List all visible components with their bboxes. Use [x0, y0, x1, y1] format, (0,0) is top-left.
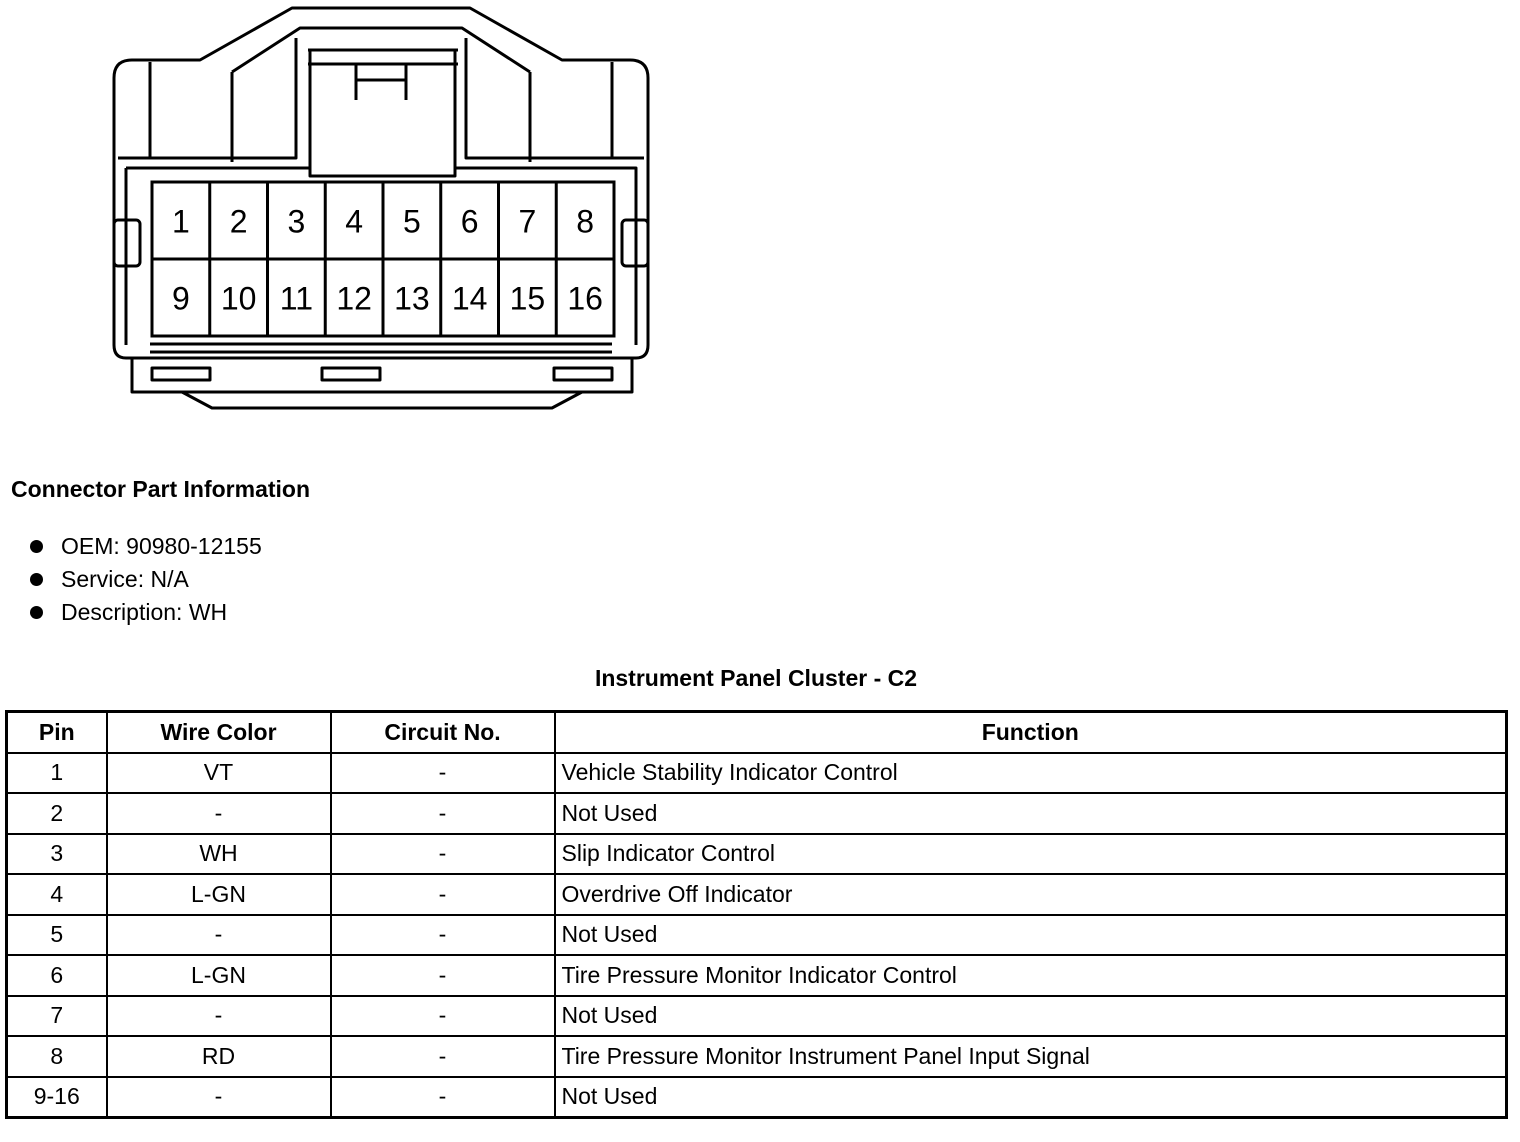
cell-function: Not Used	[555, 915, 1507, 956]
part-info-item	[30, 596, 262, 629]
cell-circuit-no: -	[331, 955, 555, 996]
cell-function: Tire Pressure Monitor Instrument Panel Input Signal	[555, 1036, 1507, 1077]
pin-number: 2	[229, 203, 248, 240]
table-row	[7, 915, 1507, 956]
table-row	[7, 793, 1507, 834]
header-circuit-no: Circuit No.	[331, 712, 555, 753]
part-info-item	[30, 530, 262, 563]
connector-face-diagram	[0, 0, 700, 430]
cell-circuit-no: -	[331, 834, 555, 875]
cell-wire-color: -	[107, 1077, 331, 1118]
pin-number: 12	[336, 280, 372, 317]
cell-wire-color: -	[107, 915, 331, 956]
cell-pin: 8	[7, 1036, 107, 1077]
cell-circuit-no: -	[331, 1077, 555, 1118]
cell-pin: 1	[7, 753, 107, 794]
cell-wire-color: VT	[107, 753, 331, 794]
oem-number: OEM: 90980-12155	[61, 533, 262, 559]
cell-circuit-no: -	[331, 915, 555, 956]
pin-number: 3	[287, 203, 306, 240]
bullet-icon	[30, 573, 43, 586]
bullet-icon	[30, 540, 43, 553]
pin-number: 9	[171, 280, 190, 317]
cell-wire-color: L-GN	[107, 955, 331, 996]
part-info-list	[30, 530, 262, 629]
cell-wire-color: RD	[107, 1036, 331, 1077]
cell-circuit-no: -	[331, 996, 555, 1037]
service-number: Service: N/A	[61, 566, 189, 592]
pin-number: 4	[345, 203, 364, 240]
cell-circuit-no: -	[331, 753, 555, 794]
cell-function: Not Used	[555, 793, 1507, 834]
cell-wire-color: WH	[107, 834, 331, 875]
table-row	[7, 874, 1507, 915]
cell-function: Slip Indicator Control	[555, 834, 1507, 875]
cell-pin: 4	[7, 874, 107, 915]
description: Description: WH	[61, 599, 228, 625]
bullet-icon	[30, 606, 43, 619]
pin-number: 5	[402, 203, 421, 240]
cell-function: Tire Pressure Monitor Indicator Control	[555, 955, 1507, 996]
pin-number: 14	[451, 280, 488, 317]
pin-number: 10	[220, 280, 257, 317]
cell-pin: 7	[7, 996, 107, 1037]
table-row	[7, 996, 1507, 1037]
header-pin: Pin	[7, 712, 107, 753]
table-row	[7, 1036, 1507, 1077]
pin-number: 15	[509, 280, 546, 317]
pin-number: 11	[279, 280, 313, 317]
table-row	[7, 834, 1507, 875]
header-wire-color: Wire Color	[107, 712, 331, 753]
cell-circuit-no: -	[331, 793, 555, 834]
cell-wire-color: -	[107, 996, 331, 1037]
pin-number: 6	[460, 203, 479, 240]
pinout-table	[5, 710, 1508, 1119]
table-header-row	[7, 712, 1507, 753]
cell-function: Vehicle Stability Indicator Control	[555, 753, 1507, 794]
table-title: Instrument Panel Cluster - C2	[594, 665, 918, 691]
cell-pin: 2	[7, 793, 107, 834]
table-row	[7, 1077, 1507, 1118]
cell-circuit-no: -	[331, 874, 555, 915]
part-info-title: Connector Part Information	[11, 476, 311, 502]
table-row	[7, 955, 1507, 996]
header-function: Function	[555, 712, 1507, 753]
cell-pin: 9-16	[7, 1077, 107, 1118]
cell-pin: 6	[7, 955, 107, 996]
pin-number: 13	[394, 280, 430, 317]
cell-circuit-no: -	[331, 1036, 555, 1077]
cell-function: Overdrive Off Indicator	[555, 874, 1507, 915]
cell-pin: 3	[7, 834, 107, 875]
pin-number: 7	[518, 203, 537, 240]
cell-wire-color: L-GN	[107, 874, 331, 915]
table-row	[7, 753, 1507, 794]
cell-wire-color: -	[107, 793, 331, 834]
pin-number: 8	[576, 203, 595, 240]
pin-number: 1	[171, 203, 190, 240]
part-info-item	[30, 563, 262, 596]
cell-pin: 5	[7, 915, 107, 956]
cell-function: Not Used	[555, 996, 1507, 1037]
cell-function: Not Used	[555, 1077, 1507, 1118]
pin-number: 16	[567, 280, 603, 317]
